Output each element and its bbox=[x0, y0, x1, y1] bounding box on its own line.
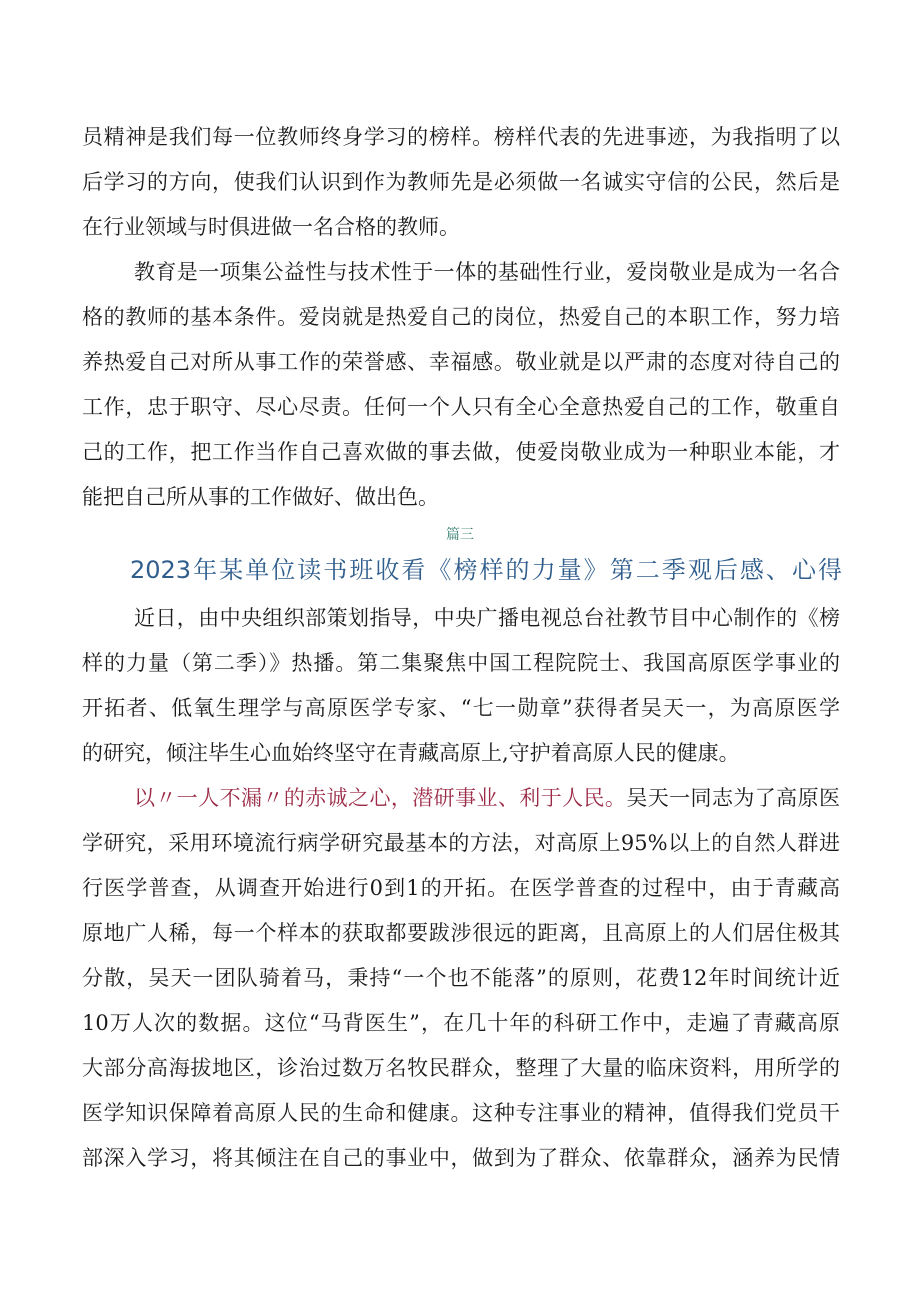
paragraph-4-line: 分散，吴天一团队骑着马，秉持“一个也不能落”的原则，花费12年时间统计近 bbox=[82, 966, 840, 990]
highlight-text: 以〃一人不漏〃的赤诚之心，潜研事业、利于人民。 bbox=[134, 786, 627, 810]
paragraph-1-line: 员精神是我们每一位教师终身学习的榜样。榜样代表的先进事迹，为我指明了以 bbox=[82, 125, 840, 149]
paragraph-4-line: 医学知识保障着高原人民的生命和健康。这种专注事业的精神，值得我们党员干 bbox=[82, 1101, 840, 1125]
paragraph-2-line: 己的工作，把工作当作自己喜欢做的事去做，使爱岗敬业成为一种职业本能，才 bbox=[82, 440, 840, 464]
paragraph-2-line: 能把自己所从事的工作做好、做出色。 bbox=[82, 485, 439, 509]
paragraph-3-line: 样的力量（第二季）》热播。第二集聚焦中国工程院院士、我国高原医学事业的 bbox=[82, 651, 840, 675]
paragraph-1-line: 后学习的方向，使我们认识到作为教师先是必须做一名诚实守信的公民，然后是 bbox=[82, 170, 840, 194]
paragraph-4-line: 原地广人稀，每一个样本的获取都要跋涉很远的距离，且高原上的人们居住极其 bbox=[82, 921, 840, 945]
paragraph-2-line: 教育是一项集公益性与技术性于一体的基础性行业，爱岗敬业是成为一名合 bbox=[134, 260, 840, 284]
paragraph-1-line: 在行业领域与时俱进做一名合格的教师。 bbox=[82, 215, 460, 239]
paragraph-4-line: 行医学普查，从调查开始进行0到1的开拓。在医学普查的过程中，由于青藏高 bbox=[82, 876, 840, 900]
paragraph-3-line: 近日，由中央组织部策划指导，中央广播电视总台社教节目中心制作的《榜 bbox=[134, 606, 840, 630]
paragraph-4-first-line bbox=[134, 783, 840, 813]
paragraph-4-line: 大部分高海拔地区，诊治过数万名牧民群众，整理了大量的临床资料，用所学的 bbox=[82, 1056, 840, 1080]
paragraph-2-line: 格的教师的基本条件。爱岗就是热爱自己的岗位，热爱自己的本职工作，努力培 bbox=[82, 305, 840, 329]
paragraph-3-line: 的研究，倾注毕生心血始终坚守在青藏高原上,守护着高原人民的健康。 bbox=[82, 741, 740, 765]
article-title: 2023年某单位读书班收看《榜样的力量》第二季观后感、心得 bbox=[130, 556, 842, 584]
paragraph-3-line: 开拓者、低氧生理学与高原医学专家、“七一勋章”获得者吴天一，为高原医学 bbox=[82, 696, 840, 720]
section-label: 篇三 bbox=[446, 527, 474, 543]
paragraph-4-line: 学研究，采用环境流行病学研究最基本的方法，对高原上95%以上的自然人群进 bbox=[82, 831, 840, 855]
paragraph-4-line-rest: 吴天一同志为了高原医 bbox=[626, 786, 840, 810]
paragraph-4-line: 部深入学习，将其倾注在自己的事业中，做到为了群众、依靠群众，涵养为民情 bbox=[82, 1146, 840, 1170]
paragraph-2-line: 养热爱自己对所从事工作的荣誉感、幸福感。敬业就是以严肃的态度对待自己的 bbox=[82, 350, 840, 374]
paragraph-2-line: 工作，忠于职守、尽心尽责。任何一个人只有全心全意热爱自己的工作，敬重自 bbox=[82, 395, 840, 419]
paragraph-4-line: 10万人次的数据。这位“马背医生”，在几十年的科研工作中，走遍了青藏高原 bbox=[82, 1011, 840, 1035]
